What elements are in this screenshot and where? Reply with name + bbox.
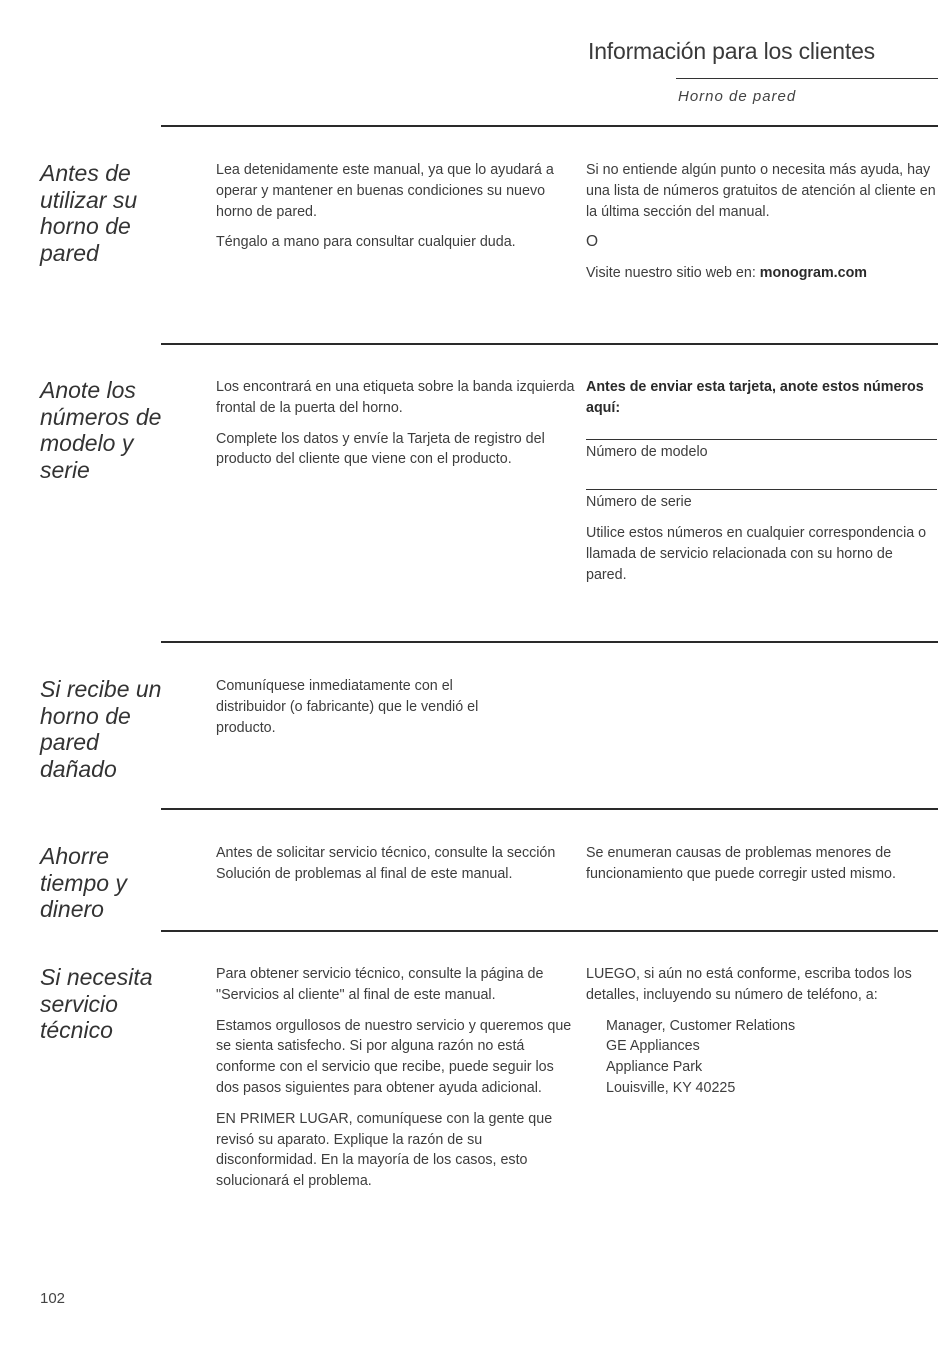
page-header-title: Información para los clientes — [588, 38, 875, 64]
paragraph: Se enumeran causas de problemas menores de funcionamiento que puede corregir usted mismo. — [586, 845, 896, 882]
section-heading: Si recibe un horno de pared dañado — [40, 676, 162, 782]
record-instruction: Antes de enviar esta tarjeta, anote estos números aquí: — [586, 379, 924, 416]
section-heading: Si necesita servicio técnico — [40, 964, 153, 1043]
paragraph: Para obtener servicio técnico, consulte la página de "Servicios al cliente" al final de este manual. — [216, 966, 544, 1003]
address-line: Louisville, KY 40225 — [606, 1079, 736, 1096]
section-column-left — [216, 377, 576, 480]
paragraph: Complete los datos y envíe la Tarjeta de registro del producto del cliente que viene con el producto. — [216, 430, 545, 468]
section-divider — [161, 808, 938, 810]
section-heading: Antes de utilizar su horno de pared — [40, 160, 138, 266]
page-header-subtitle: Horno de pared — [678, 88, 797, 105]
address-line: Manager, Customer Relations — [606, 1017, 796, 1034]
section-column-left — [216, 843, 576, 895]
section-column-left — [216, 676, 516, 748]
paragraph: Lea detenidamente este manual, ya que lo ayudará a operar y mantener en buenas condiciones su nuevo horno de pared. — [216, 162, 554, 220]
paragraph: Téngalo a mano para consultar cualquier duda. — [216, 234, 516, 251]
section-column-right — [586, 843, 936, 895]
address-line: Appliance Park — [606, 1059, 703, 1076]
paragraph: Si no entiende algún punto o necesita más ayuda, hay una lista de números gratuitos de atención al cliente en la última sección del manual. — [586, 162, 936, 220]
model-number-label: Número de modelo — [586, 443, 708, 460]
section-heading: Anote los números de modelo y serie — [40, 377, 162, 483]
section-divider — [161, 343, 938, 345]
mailing-address — [586, 1016, 936, 1099]
section-column-right — [586, 160, 936, 294]
paragraph: LUEGO, si aún no está conforme, escriba todos los detalles, incluyendo su número de teléfono, a: — [586, 966, 912, 1003]
paragraph: Los encontrará en una etiqueta sobre la banda izquierda frontal de la puerta del horno. — [216, 379, 575, 416]
paragraph: Antes de solicitar servicio técnico, consulte la sección Solución de problemas al final de este manual. — [216, 845, 556, 882]
section-divider — [161, 641, 938, 643]
section-divider — [161, 125, 938, 127]
section-column-left — [216, 964, 576, 1202]
or-separator: O — [586, 233, 599, 251]
serial-number-label: Número de serie — [586, 494, 692, 511]
paragraph: Comuníquese inmediatamente con el distribuidor (o fabricante) que le vendió el producto. — [216, 678, 479, 736]
website-prefix: Visite nuestro sitio web en: — [586, 265, 760, 282]
paragraph: Estamos orgullosos de nuestro servicio y queremos que se sienta satisfecho. Si por alguna razón no está conforme con el servicio que recibe, puede seguir los dos pasos siguientes para obtener ayuda adicional. — [216, 1017, 572, 1096]
paragraph: EN PRIMER LUGAR, comuníquese con la gente que revisó su aparato. Explique la razón de su disconformidad. En la mayoría de los casos, esto solucionará el problema. — [216, 1110, 553, 1190]
model-number-line[interactable] — [586, 439, 937, 440]
section-heading: Ahorre tiempo y dinero — [40, 843, 127, 922]
page-number: 102 — [40, 1290, 66, 1307]
serial-number-line[interactable] — [586, 489, 937, 490]
address-line: GE Appliances — [606, 1038, 700, 1055]
section-column-left — [216, 160, 576, 263]
header-divider — [676, 78, 938, 79]
website-line — [586, 263, 936, 284]
section-column-right — [586, 377, 936, 596]
section-divider — [161, 930, 938, 932]
paragraph: Utilice estos números en cualquier correspondencia o llamada de servicio relacionada con su horno de pared. — [586, 525, 927, 583]
section-column-right — [586, 964, 936, 1099]
website-link[interactable]: monogram.com — [759, 265, 868, 282]
